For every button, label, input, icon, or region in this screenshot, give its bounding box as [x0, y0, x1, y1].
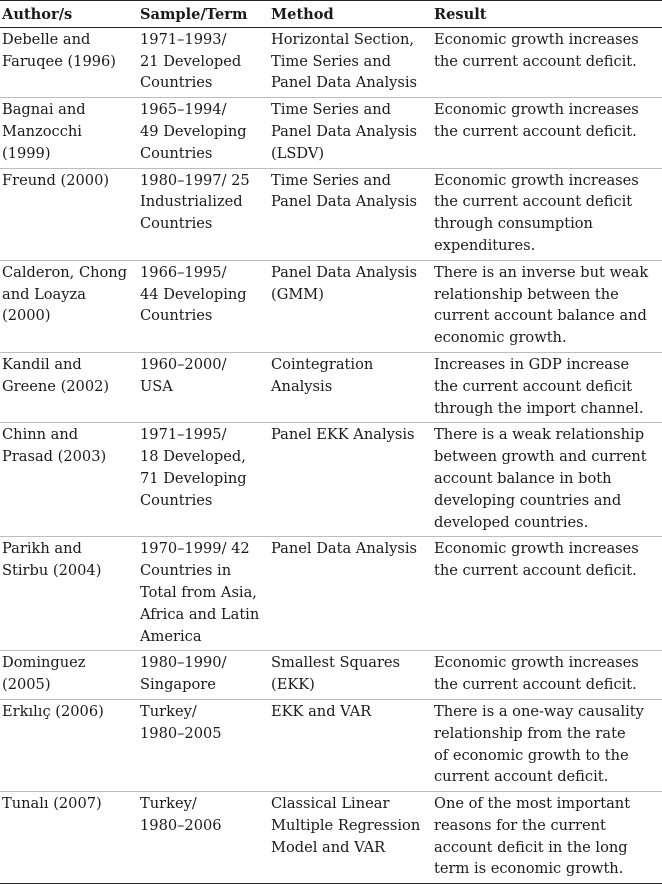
cell-result	[432, 168, 662, 260]
cell-line: 18 Developed,	[140, 448, 246, 466]
table-row	[0, 699, 662, 791]
cell-line: the current account deficit.	[434, 676, 637, 694]
cell-line: through the import channel.	[434, 399, 644, 417]
header-author: Author/s	[0, 1, 138, 28]
cell-line: Turkey/	[140, 795, 197, 813]
cell-line: Panel Data Analysis	[271, 74, 418, 92]
cell-line: Kandil and	[2, 355, 82, 373]
cell-result	[432, 651, 662, 700]
cell-line: One of the most important	[434, 795, 631, 813]
cell-line: (2000)	[2, 307, 51, 325]
cell-method	[269, 423, 432, 537]
cell-method	[269, 537, 432, 651]
header-row	[0, 1, 662, 28]
cell-line: Economic growth increases	[434, 30, 639, 48]
cell-line: Tunalı (2007)	[2, 795, 102, 813]
cell-line: Freund (2000)	[2, 171, 110, 189]
cell-line: 21 Developed	[140, 52, 242, 70]
cell-result	[432, 260, 662, 352]
cell-sample-term	[138, 699, 269, 791]
cell-sample-term	[138, 352, 269, 422]
cell-line: between growth and current	[434, 448, 647, 466]
cell-method	[269, 260, 432, 352]
table-body	[0, 27, 662, 883]
cell-line: reasons for the current	[434, 816, 606, 834]
cell-line: Analysis	[271, 377, 333, 395]
cell-line: Parikh and	[2, 540, 82, 558]
cell-line: Classical Linear	[271, 795, 390, 813]
cell-line: Panel Data Analysis	[271, 540, 418, 558]
cell-line: Singapore	[140, 676, 216, 694]
cell-line: Countries in	[140, 562, 232, 580]
cell-line: Panel Data Analysis	[271, 263, 418, 281]
cell-author	[0, 699, 138, 791]
cell-line: Total from Asia,	[140, 583, 257, 601]
cell-line: account balance in both	[434, 469, 612, 487]
cell-result	[432, 352, 662, 422]
table-row	[0, 260, 662, 352]
cell-line: the current account deficit	[434, 377, 633, 395]
cell-line: Panel Data Analysis	[271, 122, 418, 140]
cell-result	[432, 792, 662, 884]
cell-line: current account deficit.	[434, 768, 609, 786]
cell-line: expenditures.	[434, 236, 536, 254]
cell-line: Panel Data Analysis	[271, 193, 418, 211]
cell-line: Multiple Regression	[271, 816, 421, 834]
cell-line: 44 Developing	[140, 285, 247, 303]
cell-line: (LSDV)	[271, 144, 325, 162]
cell-line: Economic growth increases	[434, 654, 639, 672]
cell-sample-term	[138, 792, 269, 884]
cell-sample-term	[138, 168, 269, 260]
cell-line: Countries	[140, 144, 213, 162]
cell-line: America	[140, 627, 202, 645]
cell-line: (1999)	[2, 144, 51, 162]
table-header	[0, 1, 662, 28]
cell-line: relationship between the	[434, 285, 619, 303]
cell-line: Prasad (2003)	[2, 448, 107, 466]
cell-line: (EKK)	[271, 676, 315, 694]
cell-line: Greene (2002)	[2, 377, 110, 395]
cell-line: term is economic growth.	[434, 860, 624, 878]
cell-line: There is a one-way causality	[434, 702, 644, 720]
cell-line: 1980–2005	[140, 724, 222, 742]
cell-line: the current account deficit.	[434, 52, 637, 70]
cell-line: EKK and VAR	[271, 702, 372, 720]
cell-line: 1965–1994/	[140, 101, 227, 119]
cell-sample-term	[138, 260, 269, 352]
cell-line: (2005)	[2, 676, 51, 694]
cell-result	[432, 699, 662, 791]
cell-line: Countries	[140, 307, 213, 325]
cell-line: Chinn and	[2, 426, 79, 444]
header-result: Result	[432, 1, 662, 28]
cell-result	[432, 423, 662, 537]
cell-line: developed countries.	[434, 513, 589, 531]
cell-line: Economic growth increases	[434, 171, 639, 189]
table-row	[0, 168, 662, 260]
cell-method	[269, 98, 432, 168]
cell-line: Africa and Latin	[140, 605, 260, 623]
cell-line: (GMM)	[271, 285, 324, 303]
cell-line: Industrialized	[140, 193, 243, 211]
cell-method	[269, 352, 432, 422]
header-sample-term: Sample/Term	[138, 1, 269, 28]
cell-line: Countries	[140, 74, 213, 92]
cell-line: 1960–2000/	[140, 355, 227, 373]
cell-line: the current account deficit	[434, 193, 633, 211]
cell-line: 1980–1997/ 25	[140, 171, 250, 189]
cell-sample-term	[138, 27, 269, 97]
table-row	[0, 98, 662, 168]
cell-line: Dominguez	[2, 654, 86, 672]
cell-sample-term	[138, 537, 269, 651]
cell-sample-term	[138, 423, 269, 537]
cell-line: Turkey/	[140, 702, 197, 720]
cell-line: Faruqee (1996)	[2, 52, 116, 70]
cell-line: 1980–2006	[140, 816, 222, 834]
cell-line: Countries	[140, 215, 213, 233]
cell-line: 71 Developing	[140, 469, 247, 487]
cell-author	[0, 423, 138, 537]
cell-result	[432, 27, 662, 97]
cell-line: Increases in GDP increase	[434, 355, 630, 373]
cell-line: Calderon, Chong	[2, 263, 128, 281]
cell-line: Bagnai and	[2, 101, 86, 119]
cell-line: and Loayza	[2, 285, 86, 303]
cell-line: account deficit in the long	[434, 838, 628, 856]
cell-line: 1966–1995/	[140, 263, 227, 281]
cell-line: relationship from the rate	[434, 724, 626, 742]
cell-author	[0, 651, 138, 700]
cell-line: current account balance and	[434, 307, 647, 325]
cell-line: USA	[140, 377, 173, 395]
cell-sample-term	[138, 651, 269, 700]
cell-author	[0, 98, 138, 168]
cell-line: Horizontal Section,	[271, 30, 415, 48]
cell-line: through consumption	[434, 215, 593, 233]
cell-line: Time Series and	[271, 171, 391, 189]
cell-line: the current account deficit.	[434, 122, 637, 140]
cell-line: Economic growth increases	[434, 540, 639, 558]
cell-author	[0, 168, 138, 260]
cell-line: the current account deficit.	[434, 562, 637, 580]
cell-line: developing countries and	[434, 491, 622, 509]
cell-line: Manzocchi	[2, 122, 82, 140]
cell-result	[432, 537, 662, 651]
cell-line: 1971–1995/	[140, 426, 227, 444]
header-method: Method	[269, 1, 432, 28]
cell-author	[0, 537, 138, 651]
cell-author	[0, 792, 138, 884]
cell-line: There is a weak relationship	[434, 426, 645, 444]
cell-author	[0, 260, 138, 352]
cell-method	[269, 27, 432, 97]
cell-result	[432, 98, 662, 168]
cell-line: Time Series and	[271, 101, 391, 119]
cell-line: 1980–1990/	[140, 654, 227, 672]
cell-method	[269, 792, 432, 884]
cell-author	[0, 352, 138, 422]
cell-line: Erkılıç (2006)	[2, 702, 104, 720]
table-row	[0, 651, 662, 700]
cell-line: There is an inverse but weak	[434, 263, 649, 281]
cell-line: 1970–1999/ 42	[140, 540, 250, 558]
table-row	[0, 352, 662, 422]
cell-line: of economic growth to the	[434, 746, 629, 764]
table-row	[0, 537, 662, 651]
cell-method	[269, 651, 432, 700]
cell-line: Panel EKK Analysis	[271, 426, 415, 444]
cell-line: Countries	[140, 491, 213, 509]
cell-line: 49 Developing	[140, 122, 247, 140]
cell-line: Time Series and	[271, 52, 391, 70]
cell-line: Model and VAR	[271, 838, 386, 856]
cell-line: Economic growth increases	[434, 101, 639, 119]
cell-line: Smallest Squares	[271, 654, 401, 672]
cell-line: Cointegration	[271, 355, 374, 373]
cell-method	[269, 699, 432, 791]
cell-author	[0, 27, 138, 97]
cell-sample-term	[138, 98, 269, 168]
cell-line: Stirbu (2004)	[2, 562, 102, 580]
cell-line: economic growth.	[434, 329, 567, 347]
table-row	[0, 792, 662, 884]
cell-line: 1971–1993/	[140, 30, 227, 48]
cell-line: Debelle and	[2, 30, 91, 48]
table-row	[0, 27, 662, 97]
cell-method	[269, 168, 432, 260]
table-row	[0, 423, 662, 537]
